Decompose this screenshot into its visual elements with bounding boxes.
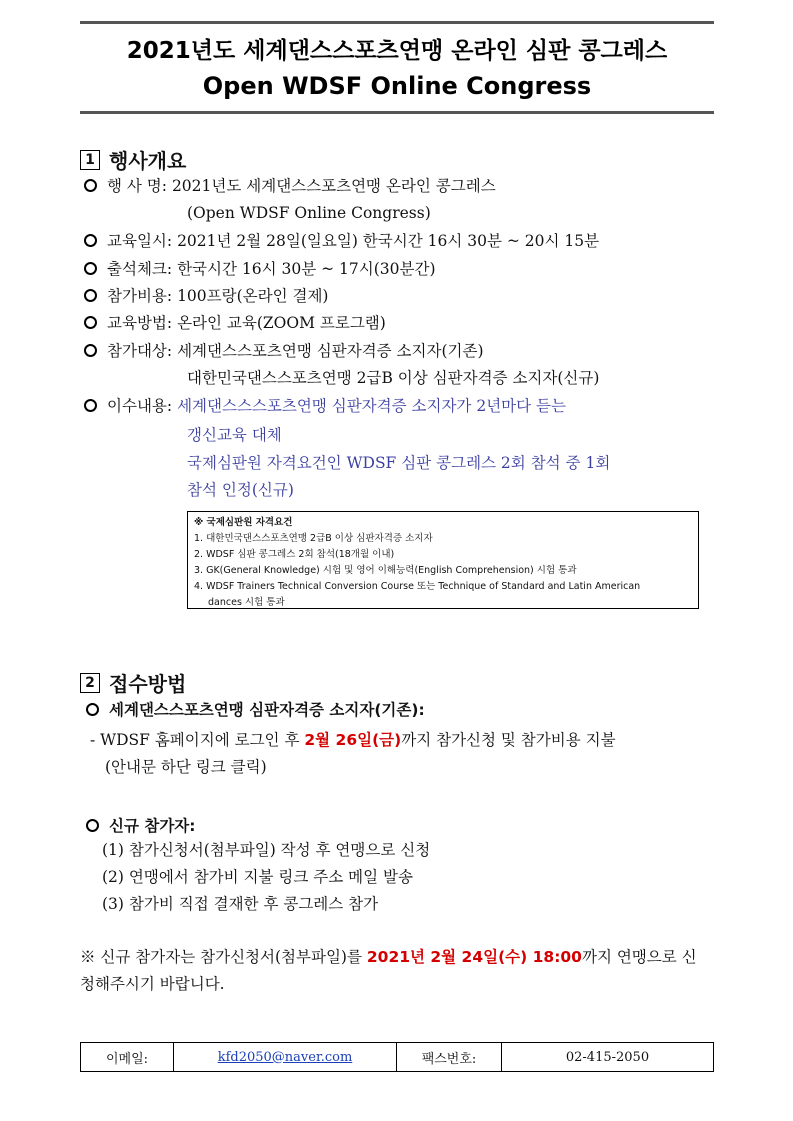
notice-deadline: 2021년 2월 24일(수) 18:00 — [366, 948, 582, 966]
fax-value: 02-415-2050 — [502, 1043, 714, 1072]
title-english: Open WDSF Online Congress — [202, 72, 592, 100]
email-link[interactable]: kfd2050@naver.com — [217, 1049, 353, 1065]
existing-line: - WDSF 홈페이지에 로그인 후 2월 26일(금)까지 참가신청 및 참가비용 지불 — [90, 731, 616, 749]
note-line: dances 시험 통과 — [208, 597, 285, 608]
circle-bullet-icon — [84, 399, 97, 412]
email-cell — [174, 1043, 397, 1072]
section2-heading — [80, 668, 186, 697]
circle-bullet-icon — [84, 234, 97, 247]
event-name-row: 행 사 명: 2021년도 세계댄스스포츠연맹 온라인 콩그레스 — [84, 175, 496, 197]
content-row: 이수내용: 세계댄스스스포츠연맹 심판자격증 소지자가 2년마다 듣는 — [84, 395, 566, 417]
content-cont-3: 참석 인정(신규) — [187, 481, 294, 499]
new-step: (3) 참가비 직접 결재한 후 콩그레스 참가 — [102, 895, 379, 913]
section1-heading — [80, 145, 186, 174]
section1-number: 1 — [80, 150, 100, 170]
contact-table — [80, 1042, 714, 1072]
title-korean: 2021년도 세계댄스스포츠연맹 온라인 심판 콩그레스 — [126, 38, 668, 64]
email-label: 이메일: — [81, 1043, 174, 1072]
circle-bullet-icon — [84, 316, 97, 329]
existing-line2: (안내문 하단 링크 클릭) — [105, 758, 267, 776]
new-heading: 신규 참가자: — [86, 815, 195, 837]
schedule-row: 교육일시: 2021년 2월 28일(일요일) 한국시간 16시 30분 ~ 20시 15분 — [84, 230, 599, 252]
fee-row: 참가비용: 100프랑(온라인 결제) — [84, 285, 328, 307]
section2-number: 2 — [80, 673, 100, 693]
circle-bullet-icon — [84, 344, 97, 357]
circle-bullet-icon — [86, 703, 99, 716]
note-heading: ※ 국제심판원 자격요건 — [194, 517, 293, 528]
bottom-rule — [80, 111, 714, 114]
notice-line1: ※ 신규 참가자는 참가신청서(첨부파일)를 2021년 2월 24일(수) 18:00까지 연맹으로 신 — [80, 948, 697, 966]
circle-bullet-icon — [86, 819, 99, 832]
top-rule — [80, 21, 714, 24]
existing-deadline: 2월 26일(금) — [304, 731, 402, 749]
section2-title: 접수방법 — [109, 672, 187, 696]
circle-bullet-icon — [84, 179, 97, 192]
circle-bullet-icon — [84, 262, 97, 275]
note-line: 2. WDSF 심판 콩그레스 2회 참석(18개월 이내) — [194, 549, 395, 560]
existing-heading: 세계댄스스포츠연맹 심판자격증 소지자(기존): — [86, 699, 425, 721]
fax-label: 팩스번호: — [397, 1043, 502, 1072]
qualification-note-box — [187, 511, 699, 609]
note-line: 4. WDSF Trainers Technical Conversion Course 또는 Technique of Standard and Latin American — [194, 581, 641, 592]
section1-title: 행사개요 — [109, 149, 187, 173]
target-cont: 대한민국댄스스포츠연맹 2급B 이상 심판자격증 소지자(신규) — [187, 369, 600, 387]
new-step: (2) 연맹에서 참가비 지불 링크 주소 메일 발송 — [102, 868, 413, 886]
notice-line2: 청해주시기 바랍니다. — [80, 975, 225, 993]
target-row: 참가대상: 세계댄스스포츠연맹 심판자격증 소지자(기존) — [84, 340, 484, 362]
content-cont-1: 갱신교육 대체 — [187, 426, 282, 444]
circle-bullet-icon — [84, 289, 97, 302]
note-line: 3. GK(General Knowledge) 시험 및 영어 이해능력(English Comprehension) 시험 통과 — [194, 565, 577, 576]
new-step: (1) 참가신청서(첨부파일) 작성 후 연맹으로 신청 — [102, 841, 431, 859]
method-row: 교육방법: 온라인 교육(ZOOM 프로그램) — [84, 312, 386, 334]
note-line: 1. 대한민국댄스스포츠연맹 2급B 이상 심판자격증 소지자 — [194, 533, 433, 544]
attendance-row: 출석체크: 한국시간 16시 30분 ~ 17시(30분간) — [84, 258, 436, 280]
content-cont-2: 국제심판원 자격요건인 WDSF 심판 콩그레스 2회 참석 중 1회 — [187, 454, 611, 472]
event-name-cont: (Open WDSF Online Congress) — [187, 204, 431, 222]
